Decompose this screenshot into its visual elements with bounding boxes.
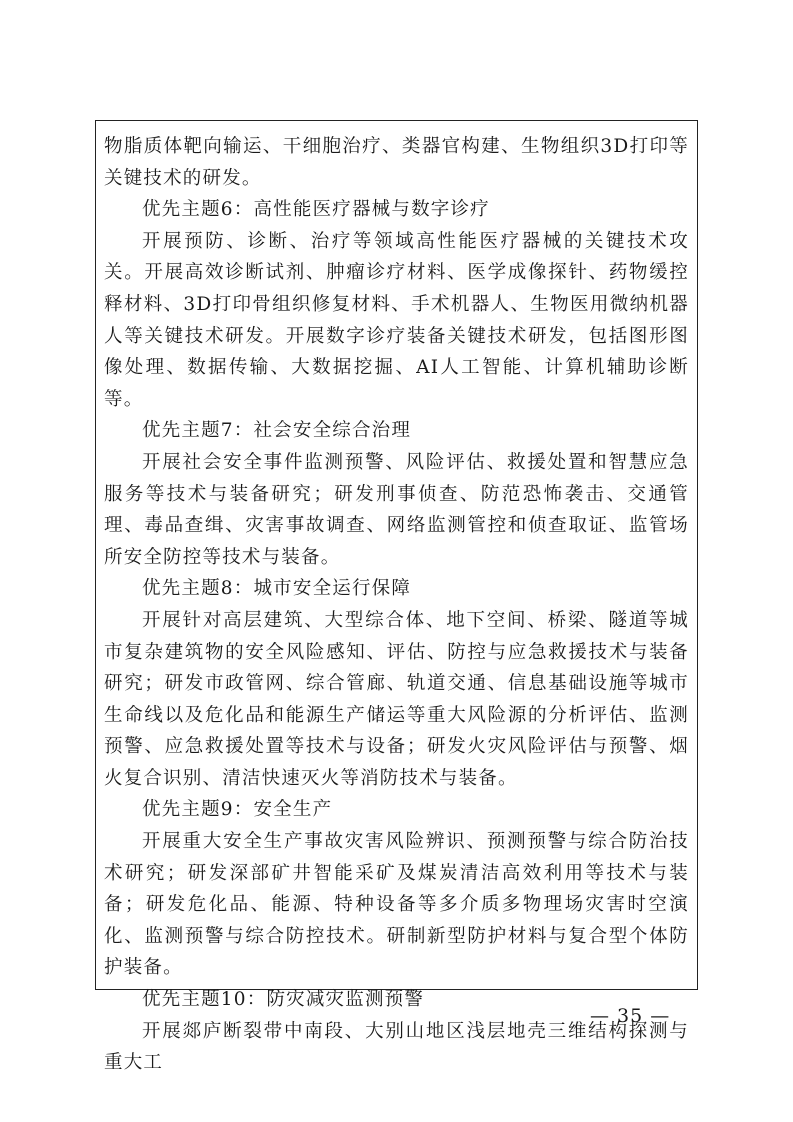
paragraph-theme-8: 开展针对高层建筑、大型综合体、地下空间、桥梁、隧道等城市复杂建筑物的安全风险感知、评估、防控与应急救援技术与装备研究；研发市政管网、综合管廊、轨道交通、信息基础设施等城市生命线以及危化品和能源生产储运等重大风险源的分析评估、监测预警、应急救援处置等技术与设备；研发火灾风险评估与预警、烟火复合识别、清洁快速灭火等消防技术与装备。 [104,609,689,789]
paragraph-theme-10: 开展郯庐断裂带中南段、大别山地区浅层地壳三维结构探测与重大工 [104,1020,689,1074]
page-number: — 35 — [590,1005,671,1027]
paragraph-continued: 物脂质体靶向输运、干细胞治疗、类器官构建、生物组织3D打印等关键技术的研发。 [104,136,689,189]
section-heading-9: 优先主题9：安全生产 [142,799,333,821]
section-heading-10: 优先主题10：防灾减灾监测预警 [142,989,425,1011]
section-heading-8: 优先主题8：城市安全运行保障 [142,578,412,600]
section-heading-6: 优先主题6：高性能医疗器械与数字诊疗 [142,199,490,221]
paragraph-theme-6: 开展预防、诊断、治疗等领域高性能医疗器械的关键技术攻关。开展高效诊断试剂、肿瘤诊疗材料、医学成像探针、药物缓控释材料、3D打印骨组织修复材料、手术机器人、生物医用微纳机器人等关键技术研发。开展数字诊疗装备关键技术研发，包括图形图像处理、数据传输、大数据挖掘、AI人工智能、计算机辅助诊断等。 [104,230,689,410]
section-heading-7: 优先主题7：社会安全综合治理 [142,420,412,442]
document-body [104,131,689,1079]
paragraph-theme-9: 开展重大安全生产事故灾害风险辨识、预测预警与综合防治技术研究；研发深部矿井智能采矿及煤炭清洁高效利用等技术与装备；研发危化品、能源、特种设备等多介质多物理场灾害时空演化、监测预警与综合防控技术。研制新型防护材料与复合型个体防护装备。 [104,831,689,979]
paragraph-theme-7: 开展社会安全事件监测预警、风险评估、救援处置和智慧应急服务等技术与装备研究；研发刑事侦查、防范恐怖袭击、交通管理、毒品查缉、灾害事故调查、网络监测管控和侦查取证、监管场所安全防控等技术与装备。 [104,451,689,568]
